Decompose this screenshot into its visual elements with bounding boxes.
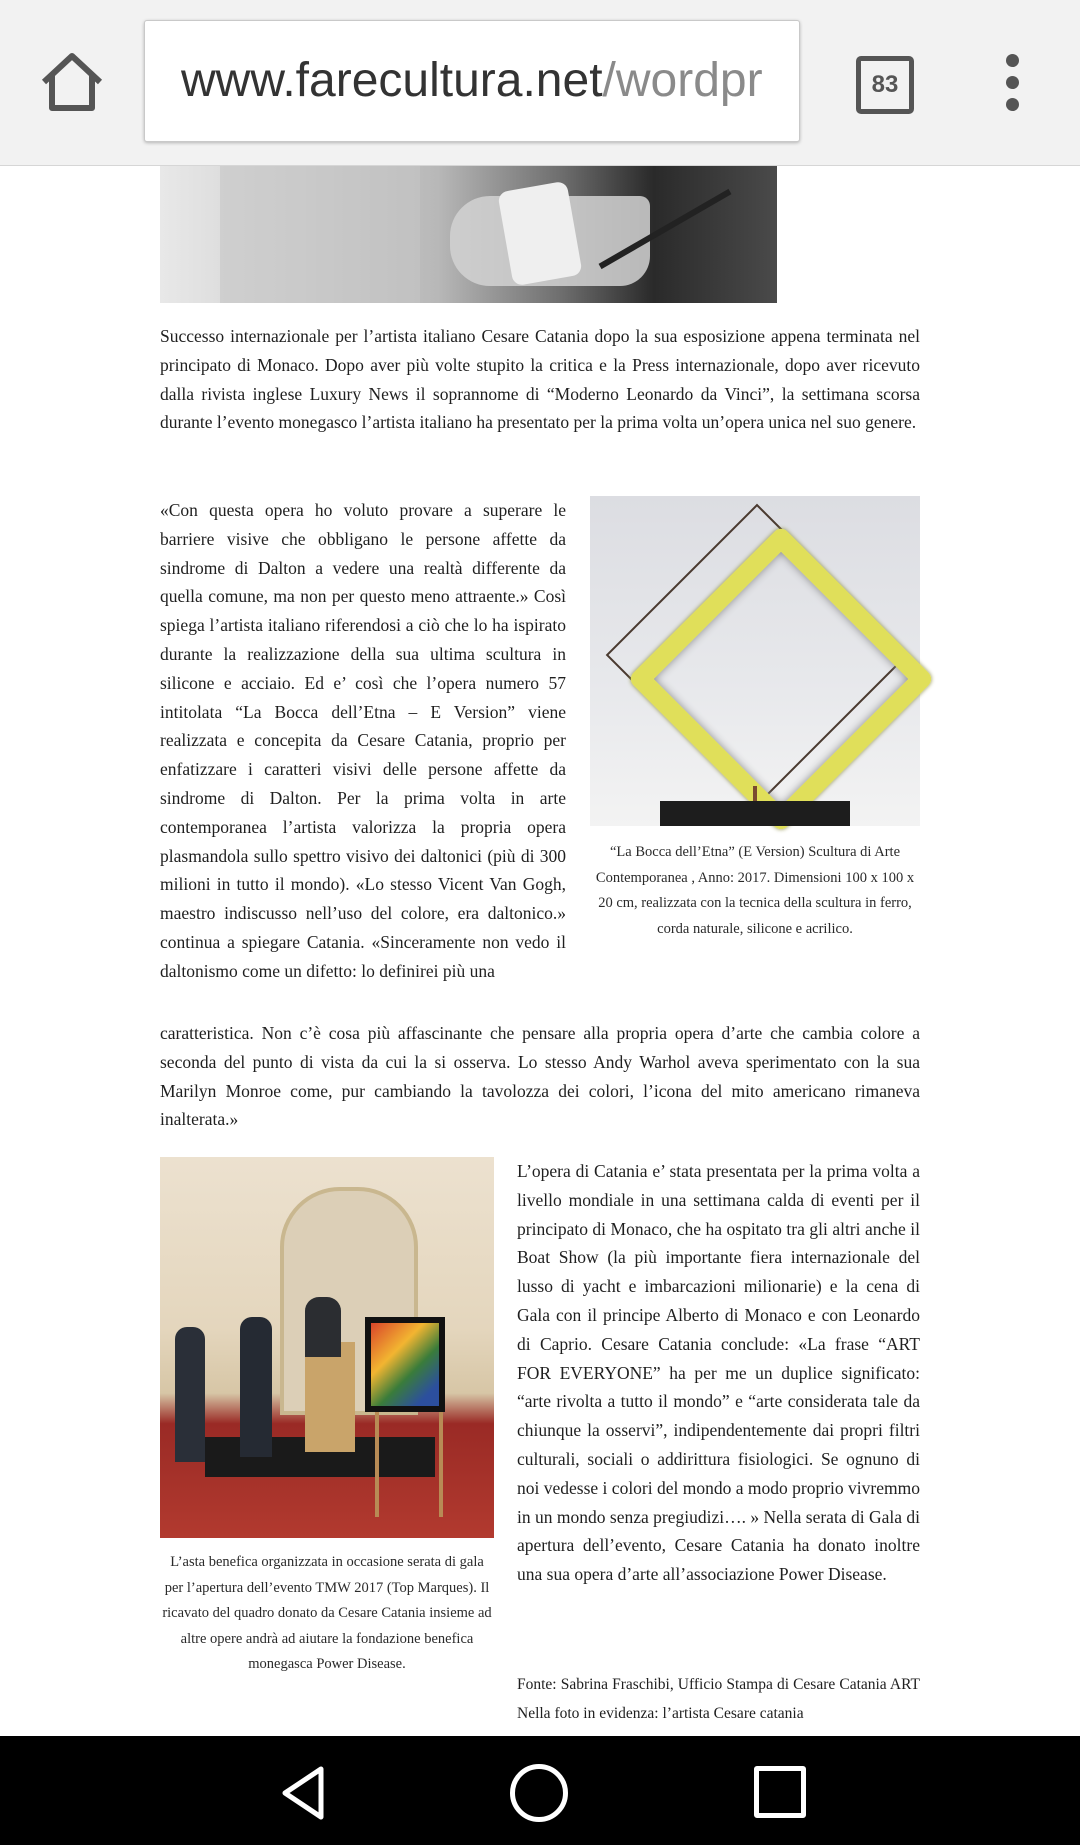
recents-square-icon[interactable]: [754, 1766, 806, 1818]
back-triangle-icon[interactable]: [275, 1764, 333, 1822]
home-icon[interactable]: [38, 50, 106, 114]
article-content: [0, 166, 1080, 1736]
gala-event-photo: [160, 1157, 494, 1538]
browser-toolbar: [0, 0, 1080, 166]
url-text: [181, 51, 763, 111]
url-bar[interactable]: [144, 20, 800, 142]
article-paragraph-monaco: L’opera di Catania e’ stata presentata per la prima volta a livello mondiale in una settimana calda di eventi per il principato di Monaco, che ha ospitato tra gli altri anche il Boat Show (la più importante fiera internazionale del lusso di yacht e imbarcazioni milionarie) e la cena di Gala con il principe Alberto di Monaco e con Leonardo di Caprio. Cesare Catania conclude: «La frase “ART FOR EVERYONE” ha per me un duplice significato: “arte rivolta a tutto il mondo” e “arte considerata tale da chiunque la osservi”, indipendentemente dai propri filtri culturali, sociali o addirittura fisiologici. Se ognuno di noi vedesse i colori del mondo a modo proprio vivremmo in un mondo senza pregiudizi…. » Nella serata di Gala di apertura dell’evento, Cesare Catania ha donato inoltre una sua opera d’arte all’associazione Power Disease.: [517, 1161, 920, 1585]
sculpture-image: [590, 496, 920, 826]
article-source: Fonte: Sabrina Fraschibi, Ufficio Stampa di Cesare Catania ART Nella foto in evidenza: l’artista Cesare catania: [517, 1676, 920, 1722]
overflow-menu-icon[interactable]: [1000, 54, 1024, 114]
sculpture-caption: “La Bocca dell’Etna” (E Version) Scultura di Arte Contemporanea , Anno: 2017. Dimensioni 100 x 100 x 20 cm, realizzata con la tecnica della scultura in ferro, corda naturale, silicone e acrilico.: [595, 844, 915, 937]
url-path: /wordpr: [602, 54, 763, 107]
article-paragraph-quote: «Con questa opera ho voluto provare a superare le barriere visive che obbligano le persone affette da sindrome di Dalton a vedere una realtà differente da quella comune, ma non per questo meno attraente.» Così spiega l’artista italiano riferendosi a ciò che lo ha ispirato durante la realizzazione della sua ultima scultura in silicone e acciaio. Ed e’ così che l’opera numero 57 intitolata “La Bocca dell’Etna – E Version” viene realizzata e concepita da Cesare Catania, proprio per enfatizzare i caratteri visivi delle persone affette da sindrome di Dalton. Per la prima volta in arte contemporanea l’artista valorizza la propria opera plasmandola sullo spettro visivo dei daltonici (più di 300 milioni in tutto il mondo). «Lo stesso Vicent Van Gogh, maestro indiscusso nell’uso del colore, era daltonico.» continua a spiegare Catania. «Sinceramente non vedo il daltonismo come un difetto: lo definirei più una: [160, 500, 566, 981]
gala-photo-caption: L’asta benefica organizzata in occasione serata di gala per l’apertura dell’evento TMW 2017 (Top Marques). Il ricavato del quadro donato da Cesare Catania insieme ad altre opere andrà ad aiutare la fondazione benefica monegasca Power Disease.: [162, 1554, 492, 1672]
featured-image: [160, 166, 777, 303]
home-circle-icon[interactable]: [510, 1764, 568, 1822]
article-paragraph-quote-continued: caratteristica. Non c’è cosa più affascinante che pensare alla propria opera d’arte che cambia colore a seconda del punto di vista da cui la si osserva. Lo stesso Andy Warhol aveva sperimentato con la sua Marilyn Monroe come, pur cambiando la tavolozza dei colori, l’icona del mito americano rimaneva inalterata.»: [160, 1023, 920, 1130]
tab-switcher-button[interactable]: 83: [856, 56, 914, 114]
url-domain: www.farecultura.net: [181, 54, 603, 107]
article-paragraph-intro: Successo internazionale per l’artista italiano Cesare Catania dopo la sua esposizione appena terminata nel principato di Monaco. Dopo aver più volte stupito la critica e la Press internazionale, dopo aver ricevuto dalla rivista inglese Luxury News il soprannome di “Moderno Leonardo da Vinci”, la settimana scorsa durante l’evento monegasco l’artista italiano ha presentato per la prima volta un’opera unica nel suo genere.: [160, 326, 920, 433]
